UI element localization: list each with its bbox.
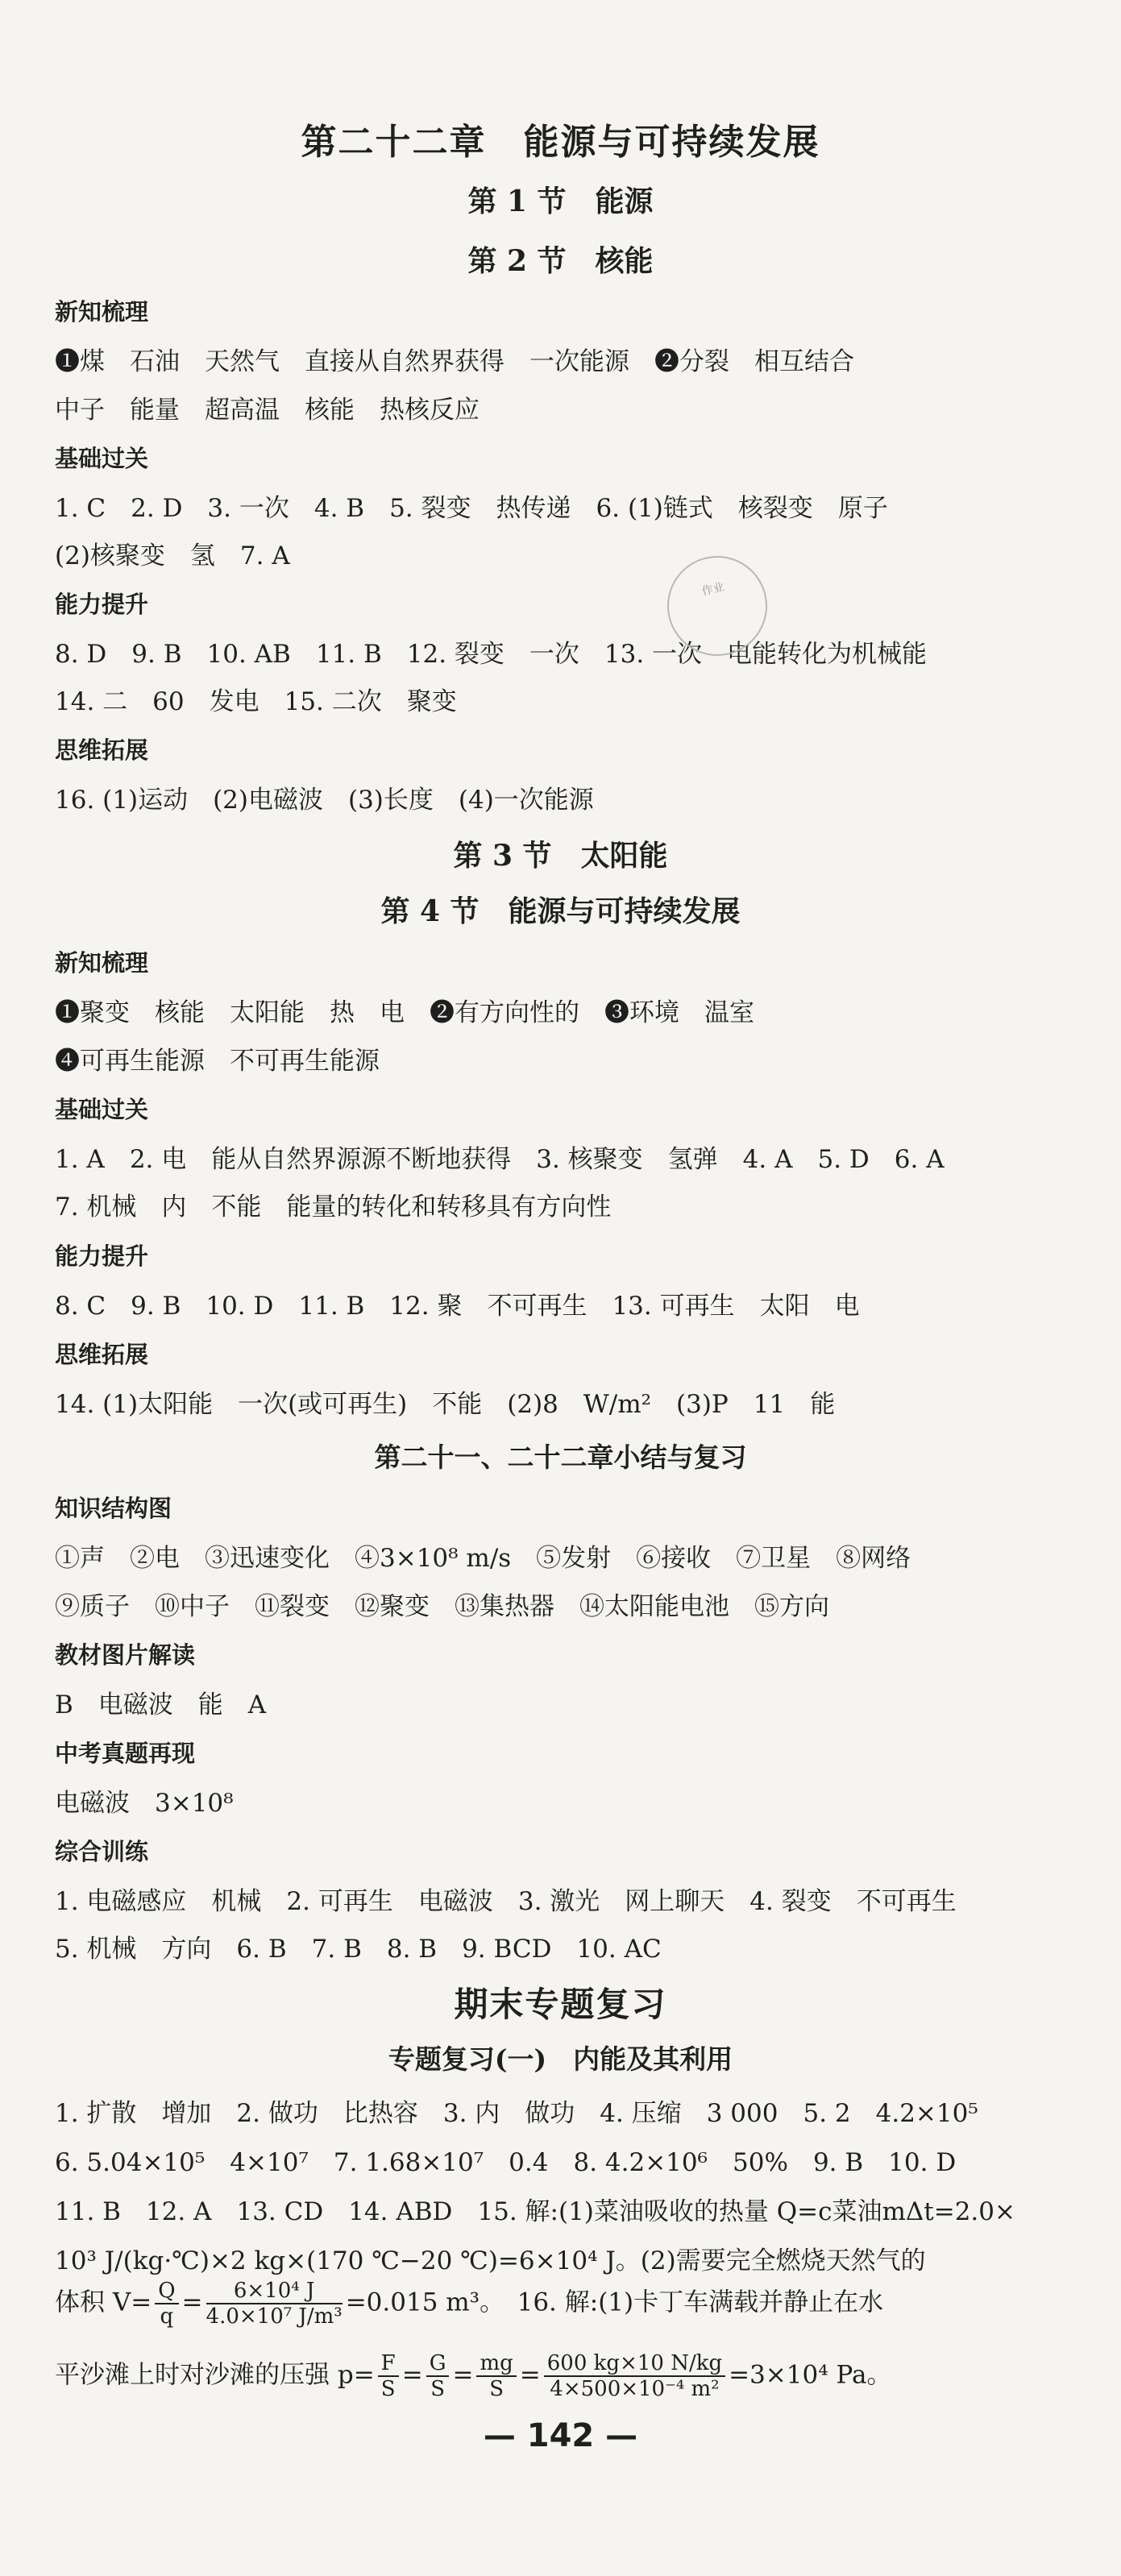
fraction: $\frac{600 kg\times 10 N/kg}{\text{4×500×10⁻⁴ m²}}$ bbox=[544, 2351, 725, 2401]
page-number: — 142 — bbox=[483, 2417, 638, 2454]
section-title-3: 第 3 节 太阳能 bbox=[453, 839, 668, 873]
heading-thinking: 思维拓展 bbox=[55, 1341, 149, 1368]
answer-line: 7. 机械 内 不能 能量的转化和转移具有方向性 bbox=[55, 1193, 612, 1222]
heading-basic: 基础过关 bbox=[55, 1096, 149, 1123]
heading-new-knowledge: 新知梳理 bbox=[55, 949, 149, 977]
section-title-4: 第 4 节 能源与可持续发展 bbox=[380, 894, 741, 928]
formula-line: 平沙滩上时对沙滩的压强 p= $\frac{F}{S}$ = $\frac{G}{S}$ = $\frac{mg}{S}$ = $\frac{600 kg\times 10 N/kg}{\text{4×500×10⁻⁴ m²}}$ =3×10⁴ Pa。 bbox=[55, 2351, 892, 2401]
answer-line: (2)核聚变 氢 7. A bbox=[55, 541, 290, 570]
topic-title: 专题复习(一) 内能及其利用 bbox=[388, 2043, 733, 2075]
answer-line: 10³ J/(kg·℃)×2 kg×(170 ℃−20 ℃)=6×10⁴ J。(2)需要完全燃烧天然气的 bbox=[55, 2246, 926, 2275]
heading-new-knowledge: 新知梳理 bbox=[55, 298, 149, 326]
heading-exam: 中考真题再现 bbox=[55, 1740, 196, 1767]
answer-line: B 电磁波 能 A bbox=[55, 1690, 267, 1719]
answer-line: 1. 扩散 增加 2. 做功 比热容 3. 内 做功 4. 压缩 3 000 5. 2 4.2×10⁵ bbox=[55, 2099, 978, 2128]
heading-structure: 知识结构图 bbox=[55, 1495, 172, 1522]
heading-ability: 能力提升 bbox=[55, 591, 149, 618]
fraction: $\frac{F}{S}$ bbox=[378, 2351, 399, 2401]
fraction: $\frac{\text{6×10⁴ J}}{\text{4.0×10⁷ J/m³}}$ bbox=[206, 2279, 343, 2329]
answer-line: 8. C 9. B 10. D 11. B 12. 聚 不可再生 13. 可再生 太阳 电 bbox=[55, 1292, 860, 1321]
answer-line: 16. (1)运动 (2)电磁波 (3)长度 (4)一次能源 bbox=[55, 786, 594, 815]
formula-line: 体积 V= $\frac{Q}{q}$ = $\frac{\text{6×10⁴ J}}{\text{4.0×10⁷ J/m³}}$ =0.015 m³。 16. 解:(1)卡丁车满载并静止在水 bbox=[55, 2279, 884, 2329]
review-title: 第二十一、二十二章小结与复习 bbox=[374, 1441, 747, 1473]
fraction: $\frac{mg}{S}$ bbox=[476, 2351, 516, 2401]
section-title-1: 第 1 节 能源 bbox=[467, 185, 654, 218]
heading-thinking: 思维拓展 bbox=[55, 736, 149, 764]
chapter-title: 第二十二章 能源与可持续发展 bbox=[301, 122, 820, 163]
answer-line: 中子 能量 超高温 核能 热核反应 bbox=[55, 396, 480, 425]
answer-line: ❶聚变 核能 太阳能 热 电 ❷有方向性的 ❸环境 温室 bbox=[55, 998, 754, 1027]
answer-line: 8. D 9. B 10. AB 11. B 12. 裂变 一次 13. 一次 电能转化为机械能 bbox=[55, 640, 928, 669]
fraction: $\frac{Q}{q}$ bbox=[155, 2279, 178, 2329]
heading-pictures: 教材图片解读 bbox=[55, 1641, 196, 1669]
section-title-2: 第 2 节 核能 bbox=[467, 244, 654, 278]
heading-comprehensive: 综合训练 bbox=[55, 1838, 149, 1865]
watermark-stamp: 作业 bbox=[657, 545, 778, 666]
answer-line: ⑨质子 ⑩中子 ⑪裂变 ⑫聚变 ⑬集热器 ⑭太阳能电池 ⑮方向 bbox=[55, 1592, 829, 1621]
answer-line: 14. (1)太阳能 一次(或可再生) 不能 (2)8 W/m² (3)P 11 能 bbox=[55, 1390, 836, 1419]
heading-basic: 基础过关 bbox=[55, 445, 149, 472]
answer-line: ❶煤 石油 天然气 直接从自然界获得 一次能源 ❷分裂 相互结合 bbox=[55, 347, 854, 376]
answer-line: 电磁波 3×10⁸ bbox=[55, 1789, 234, 1818]
answer-line: ①声 ②电 ③迅速变化 ④3×10⁸ m/s ⑤发射 ⑥接收 ⑦卫星 ⑧网络 bbox=[55, 1544, 911, 1573]
answer-line: 11. B 12. A 13. CD 14. ABD 15. 解:(1)菜油吸收的热量 Q=c菜油mΔt=2.0× bbox=[55, 2197, 1015, 2226]
answer-line: ❹可再生能源 不可再生能源 bbox=[55, 1047, 380, 1076]
final-review-title: 期末专题复习 bbox=[454, 1985, 667, 2024]
answer-line: 14. 二 60 发电 15. 二次 聚变 bbox=[55, 687, 457, 716]
answer-line: 5. 机械 方向 6. B 7. B 8. B 9. BCD 10. AC bbox=[55, 1935, 662, 1964]
answer-line: 6. 5.04×10⁵ 4×10⁷ 7. 1.68×10⁷ 0.4 8. 4.2×10⁶ 50% 9. B 10. D bbox=[55, 2148, 957, 2177]
fraction: $\frac{G}{S}$ bbox=[426, 2351, 450, 2401]
answer-line: 1. A 2. 电 能从自然界源源不断地获得 3. 核聚变 氢弹 4. A 5. D 6. A bbox=[55, 1145, 945, 1174]
answer-line: 1. C 2. D 3. 一次 4. B 5. 裂变 热传递 6. (1)链式 核裂变 原子 bbox=[55, 494, 888, 523]
answer-line: 1. 电磁感应 机械 2. 可再生 电磁波 3. 激光 网上聊天 4. 裂变 不可再生 bbox=[55, 1887, 957, 1916]
heading-ability: 能力提升 bbox=[55, 1242, 149, 1270]
